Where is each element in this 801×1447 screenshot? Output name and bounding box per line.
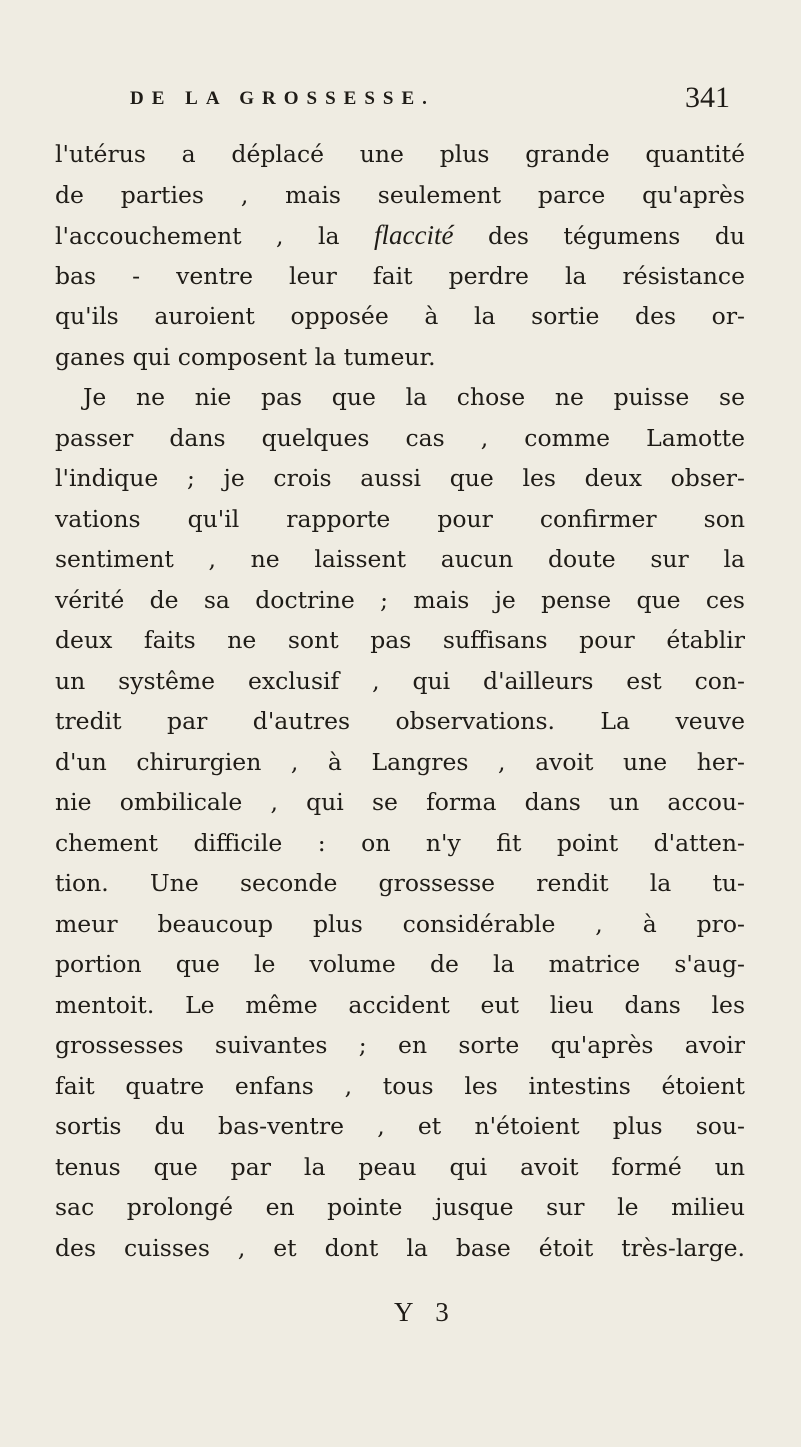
text-line: nie ombilicale , qui se forma dans un accou- xyxy=(55,788,745,816)
text-line: tion. Une seconde grossesse rendit la tu- xyxy=(55,869,745,897)
running-head xyxy=(130,81,730,124)
paragraph-first-line: Je ne nie pas que la chose ne puisse se xyxy=(83,383,745,411)
signature-mark: Y 3 xyxy=(394,1297,457,1327)
page-number: 341 xyxy=(685,81,730,114)
text-line: grossesses suivantes ; en sorte qu'après avoir xyxy=(55,1031,745,1059)
text-line: sortis du bas-ventre , et n'étoient plus sou- xyxy=(55,1112,745,1140)
running-head-title: DE LA GROSSESSE. xyxy=(130,88,435,109)
body-text xyxy=(55,134,745,1268)
text-line: sac prolongé en pointe jusque sur le milieu xyxy=(55,1193,745,1221)
text-line: mentoit. Le même accident eut lieu dans les xyxy=(55,990,745,1019)
text-line: de parties , mais seulement parce qu'après xyxy=(55,180,745,209)
text-line: l'accouchement , la flaccité des tégumens du xyxy=(55,220,745,250)
text-line: sentiment , ne laissent aucun doute sur la xyxy=(55,545,745,573)
text-line: l'indique ; je crois aussi que les deux obser- xyxy=(55,464,745,492)
text-line: meur beaucoup plus considérable , à pro- xyxy=(55,909,745,938)
text-line: un systême exclusif , qui d'ailleurs est con- xyxy=(55,666,745,695)
text-line: qu'ils auroient opposée à la sortie des or- xyxy=(55,302,745,330)
text-line: chement difficile : on n'y fit point d'atten- xyxy=(55,828,745,857)
text-line: passer dans quelques cas , comme Lamotte xyxy=(55,423,745,452)
italic-term: flaccité xyxy=(374,220,454,250)
text-line: d'un chirurgien , à Langres , avoit une her- xyxy=(55,747,745,776)
text-line: tredit par d'autres observations. La veuve xyxy=(55,707,745,735)
text-line: deux faits ne sont pas suffisans pour établir xyxy=(55,626,745,654)
text-line: vérité de sa doctrine ; mais je pense que ces xyxy=(55,585,745,614)
text-line: bas - ventre leur fait perdre la résistance xyxy=(55,261,745,290)
text-line: fait quatre enfans , tous les intestins étoient xyxy=(55,1071,745,1100)
text-line: des cuisses , et dont la base étoit très-large. xyxy=(55,1233,745,1262)
text-line: tenus que par la peau qui avoit formé un xyxy=(55,1152,745,1181)
text-line: vations qu'il rapporte pour confirmer son xyxy=(55,504,745,533)
text-line: l'utérus a déplacé une plus grande quantité xyxy=(55,140,745,168)
text-line: portion que le volume de la matrice s'aug- xyxy=(55,950,745,978)
text-line: ganes qui composent la tumeur. xyxy=(55,342,436,371)
